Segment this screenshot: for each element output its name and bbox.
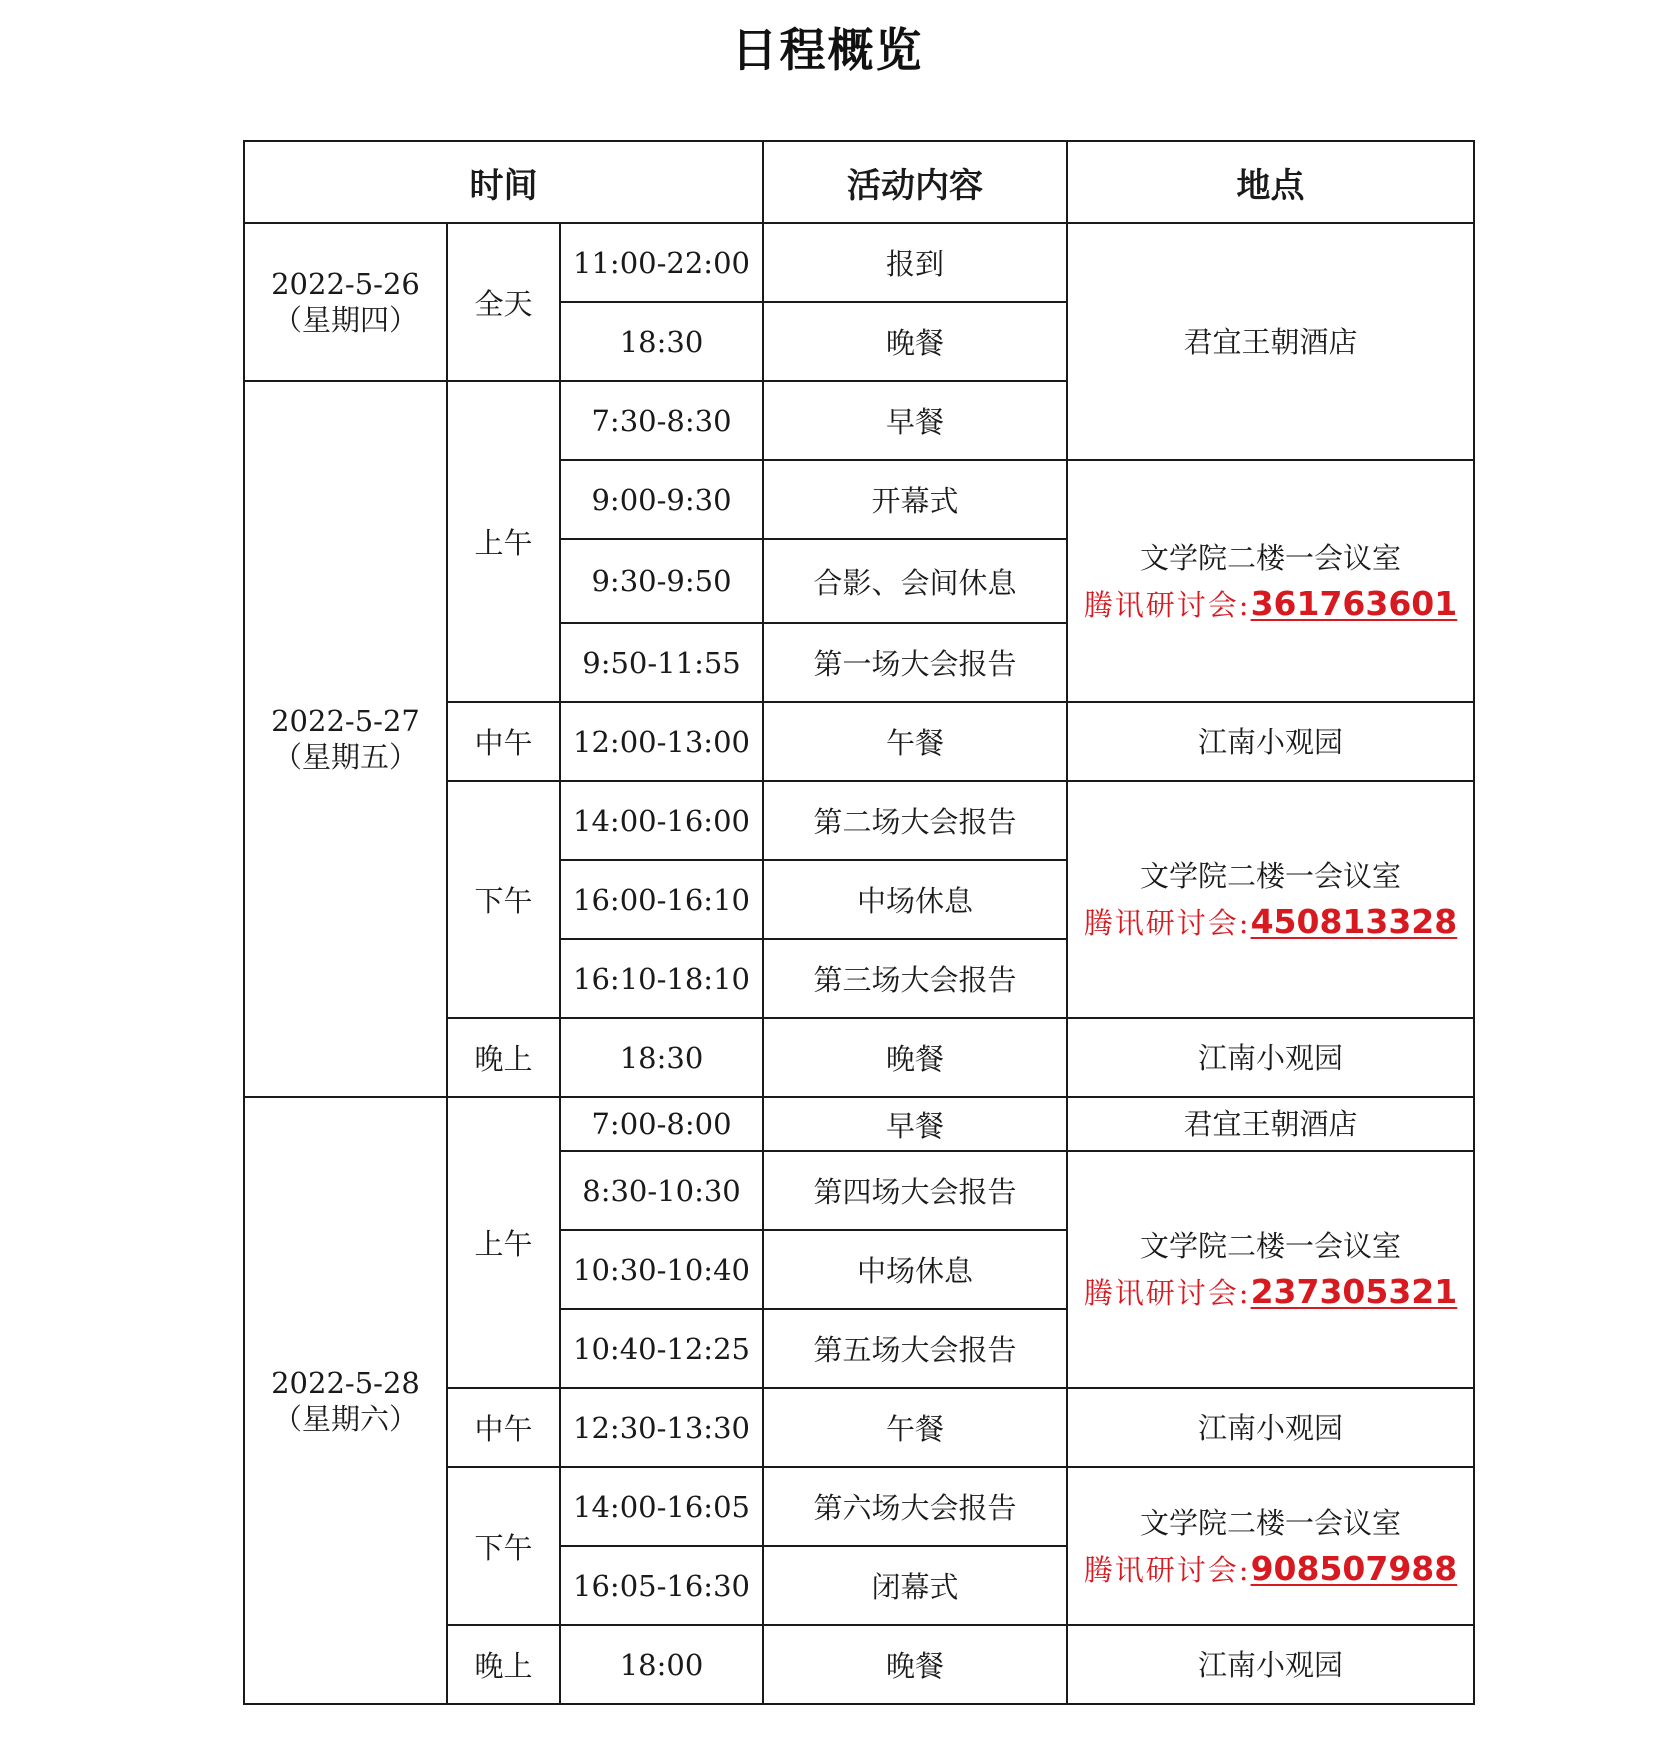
location-name: 江南小观园 (1198, 1040, 1344, 1075)
weekday-text: （星期五） (272, 740, 418, 774)
period-cell: 中午 (447, 1388, 560, 1467)
header-activity: 活动内容 (763, 141, 1067, 223)
meeting-id: 450813328 (1250, 902, 1458, 941)
date-text: 2022-5-28 (271, 1365, 420, 1400)
location-name: 君宜王朝酒店 (1183, 324, 1358, 359)
meeting-line (1068, 1269, 1473, 1316)
location-name: 文学院二楼一会议室 (1140, 1505, 1402, 1540)
table-row (244, 1097, 1474, 1151)
meeting-label: 腾讯研讨会: (1083, 1276, 1251, 1310)
activity-cell: 第三场大会报告 (763, 939, 1067, 1018)
location-cell (1067, 1097, 1474, 1151)
time-cell: 7:30-8:30 (560, 381, 763, 460)
time-cell: 14:00-16:00 (560, 781, 763, 860)
time-cell: 9:30-9:50 (560, 539, 763, 623)
period-cell: 中午 (447, 702, 560, 781)
schedule-table (243, 140, 1475, 1705)
activity-cell: 晚餐 (763, 1018, 1067, 1097)
table-header-row (244, 141, 1474, 223)
activity-cell: 报到 (763, 223, 1067, 302)
location-cell (1067, 1151, 1474, 1388)
weekday-text: （星期六） (272, 1401, 418, 1436)
time-cell: 18:30 (560, 1018, 763, 1097)
activity-cell: 晚餐 (763, 302, 1067, 381)
header-location: 地点 (1067, 141, 1474, 223)
location-name: 江南小观园 (1198, 724, 1344, 759)
header-time: 时间 (244, 141, 763, 223)
date-cell (244, 381, 447, 1097)
location-name: 文学院二楼一会议室 (1140, 1229, 1402, 1263)
meeting-id: 237305321 (1250, 1272, 1458, 1311)
activity-cell: 闭幕式 (763, 1546, 1067, 1625)
time-cell: 16:10-18:10 (560, 939, 763, 1018)
location-cell (1067, 460, 1474, 702)
meeting-label: 腾讯研讨会: (1083, 906, 1251, 940)
location-name: 文学院二楼一会议室 (1140, 540, 1402, 575)
time-cell: 9:00-9:30 (560, 460, 763, 539)
location-name: 文学院二楼一会议室 (1140, 859, 1402, 893)
meeting-label: 腾讯研讨会: (1083, 1552, 1251, 1587)
activity-cell: 中场休息 (763, 860, 1067, 939)
time-cell: 8:30-10:30 (560, 1151, 763, 1230)
activity-cell: 开幕式 (763, 460, 1067, 539)
location-cell (1067, 1625, 1474, 1704)
activity-cell: 第四场大会报告 (763, 1151, 1067, 1230)
date-text: 2022-5-26 (271, 267, 420, 301)
period-cell: 上午 (447, 381, 560, 702)
time-cell: 18:30 (560, 302, 763, 381)
activity-cell: 第五场大会报告 (763, 1309, 1067, 1388)
time-cell: 12:30-13:30 (560, 1388, 763, 1467)
location-cell (1067, 1388, 1474, 1467)
activity-cell: 早餐 (763, 381, 1067, 460)
time-cell: 10:40-12:25 (560, 1309, 763, 1388)
location-cell (1067, 223, 1474, 460)
weekday-text: （星期四） (272, 303, 418, 337)
activity-cell: 第六场大会报告 (763, 1467, 1067, 1546)
activity-cell: 中场休息 (763, 1230, 1067, 1309)
time-cell: 11:00-22:00 (560, 223, 763, 302)
location-name: 江南小观园 (1198, 1410, 1344, 1445)
meeting-line (1068, 899, 1473, 946)
activity-cell: 早餐 (763, 1097, 1067, 1151)
time-cell: 16:05-16:30 (560, 1546, 763, 1625)
meeting-line (1068, 581, 1473, 628)
activity-cell: 晚餐 (763, 1625, 1067, 1704)
period-cell: 下午 (447, 781, 560, 1018)
period-cell: 上午 (447, 1097, 560, 1388)
page-title: 日程概览 (731, 23, 924, 77)
time-cell: 14:00-16:05 (560, 1467, 763, 1546)
location-cell (1067, 1467, 1474, 1625)
date-cell (244, 1097, 447, 1704)
location-cell (1067, 702, 1474, 781)
location-name: 君宜王朝酒店 (1183, 1107, 1358, 1141)
period-cell: 全天 (447, 223, 560, 381)
activity-cell: 第一场大会报告 (763, 623, 1067, 702)
time-cell: 9:50-11:55 (560, 623, 763, 702)
time-cell: 10:30-10:40 (560, 1230, 763, 1309)
activity-cell: 第二场大会报告 (763, 781, 1067, 860)
meeting-line (1068, 1546, 1473, 1593)
table-row (244, 223, 1474, 302)
time-cell: 12:00-13:00 (560, 702, 763, 781)
meeting-label: 腾讯研讨会: (1083, 587, 1251, 622)
meeting-id: 908507988 (1250, 1548, 1458, 1588)
activity-cell: 合影、会间休息 (763, 539, 1067, 623)
location-name: 江南小观园 (1198, 1647, 1344, 1682)
period-cell: 晚上 (447, 1625, 560, 1704)
meeting-id: 361763601 (1250, 583, 1458, 623)
activity-cell: 午餐 (763, 1388, 1067, 1467)
time-cell: 16:00-16:10 (560, 860, 763, 939)
date-text: 2022-5-27 (271, 704, 420, 738)
location-cell (1067, 1018, 1474, 1097)
location-cell (1067, 781, 1474, 1018)
period-cell: 下午 (447, 1467, 560, 1625)
time-cell: 7:00-8:00 (560, 1097, 763, 1151)
date-cell (244, 223, 447, 381)
activity-cell: 午餐 (763, 702, 1067, 781)
time-cell: 18:00 (560, 1625, 763, 1704)
period-cell: 晚上 (447, 1018, 560, 1097)
